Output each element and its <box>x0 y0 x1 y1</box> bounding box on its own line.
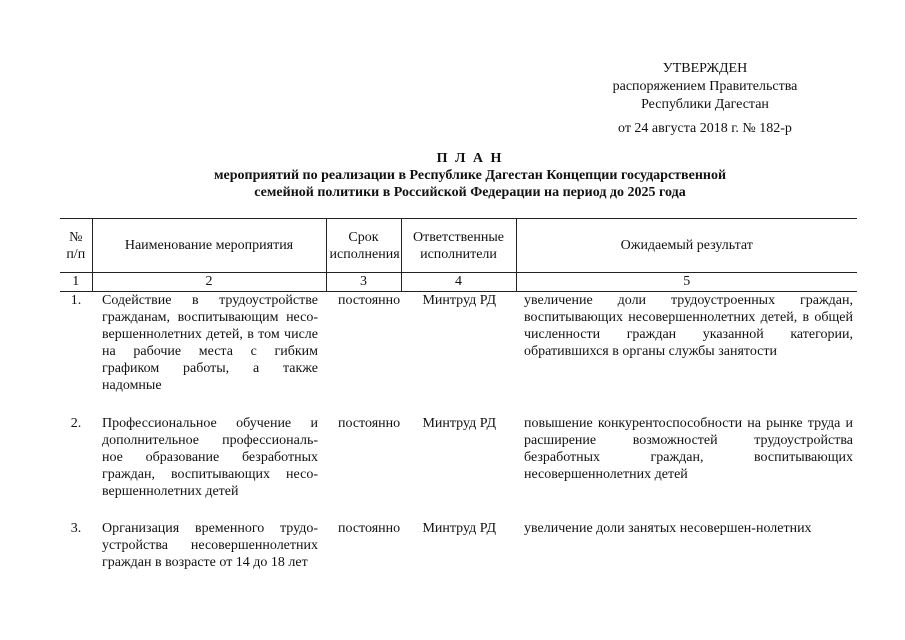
column-number: 1 <box>60 273 92 292</box>
title-line-2: семейной политики в Российской Федерации на период до 2025 года <box>254 185 686 200</box>
activity-name: Профессиональное обучение и дополнительное профессиональ-ное образование безработных граждан, воспитывающих несо-вершеннолетних детей <box>102 416 318 499</box>
column-number-row <box>60 273 857 292</box>
activity-term: постоянно <box>338 293 401 308</box>
header-executors: Ответственные исполнители <box>401 219 516 273</box>
title-line-1: мероприятий по реализации в Республике Дагестан Концепции государственной <box>213 168 727 183</box>
activity-name: Организация временного трудо-устройства несовершеннолетних граждан в возрасте от 14 до 18 лет <box>102 521 318 570</box>
table-header-row <box>60 219 857 273</box>
activity-name: Содействие в трудоустройстве гражданам, воспитывающим несо-вершеннолетних детей, в том числе на рабочие места с гибким графиком работы, а также надомные <box>102 293 318 393</box>
activity-executor: Минтруд РД <box>422 293 496 308</box>
header-term: Срок исполнения <box>326 219 401 273</box>
table-row <box>60 520 857 580</box>
approval-stamp <box>560 60 850 138</box>
table-row <box>60 292 857 416</box>
header-num: № п/п <box>60 219 92 273</box>
activity-result: увеличение доли трудоустроенных граждан, воспитывающих несовершеннолетних детей, в общей численности граждан указанной категории, обратившихся в органы службы занятости <box>524 293 853 359</box>
approval-title: УТВЕРЖДЕН <box>662 61 748 76</box>
activity-executor: Минтруд РД <box>422 521 496 536</box>
approval-region: Республики Дагестан <box>641 97 769 112</box>
plan-heading: П Л А Н <box>436 151 504 166</box>
column-number: 3 <box>326 273 401 292</box>
activity-term: постоянно <box>338 521 401 536</box>
column-number: 2 <box>92 273 326 292</box>
plan-table <box>60 218 857 580</box>
approval-authority: распоряжением Правительства <box>612 79 798 94</box>
approval-date: от 24 августа 2018 г. № 182-р <box>618 121 792 136</box>
row-number: 2. <box>70 416 82 431</box>
table-row <box>60 415 857 520</box>
activity-result: увеличение доли занятых несовершен-нолетних <box>524 521 812 536</box>
row-number: 1. <box>70 293 82 308</box>
column-number: 4 <box>401 273 516 292</box>
header-name: Наименование мероприятия <box>92 219 326 273</box>
activity-term: постоянно <box>338 416 401 431</box>
column-number: 5 <box>516 273 857 292</box>
activity-executor: Минтруд РД <box>422 416 496 431</box>
activity-result: повышение конкурентоспособности на рынке труда и расширение возможностей трудоустройства безработных граждан, воспитывающих несовершеннолетних детей <box>524 416 853 482</box>
row-number: 3. <box>70 521 82 536</box>
header-result: Ожидаемый результат <box>516 219 857 273</box>
document-title <box>120 150 820 201</box>
